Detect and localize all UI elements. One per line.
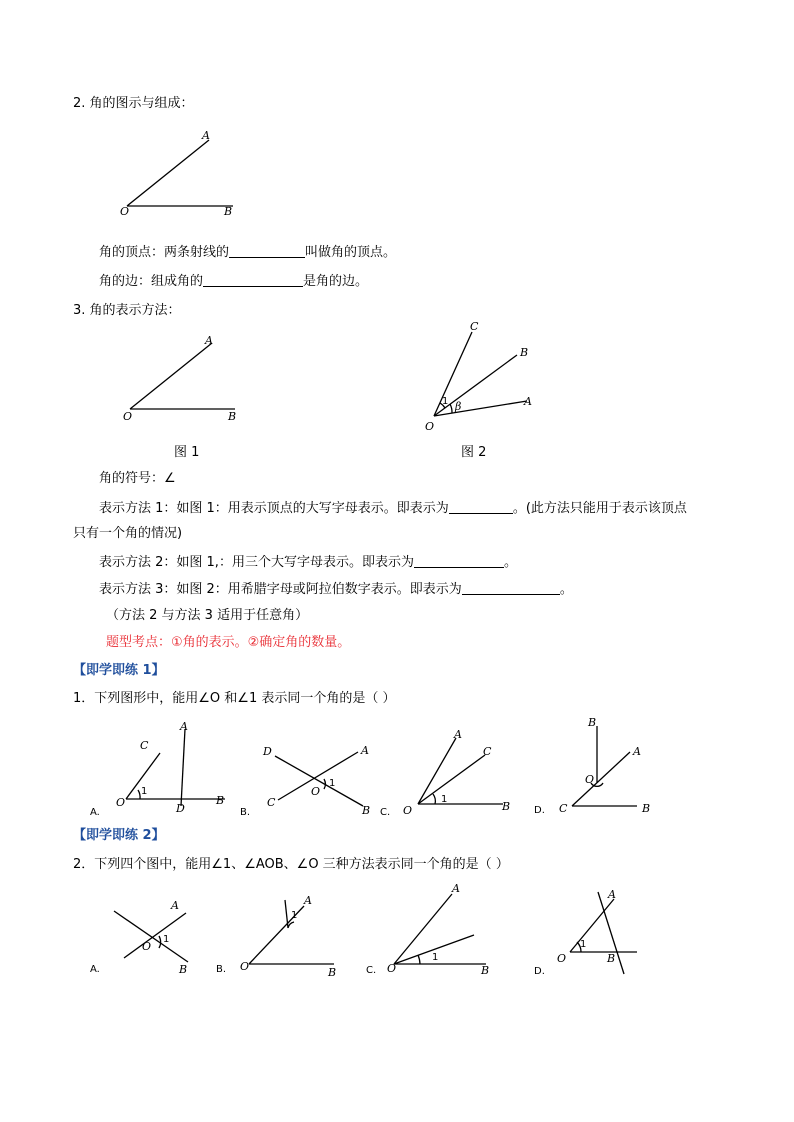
- svg-text:A: A: [361, 744, 369, 757]
- svg-text:1: 1: [580, 939, 587, 950]
- practice-2-option-c: C.: [366, 965, 377, 976]
- svg-text:A: A: [202, 129, 210, 142]
- practice-2-question: 2．下列四个图中，能用∠1、∠AOB、∠O 三种方法表示同一个角的是（ ）: [73, 857, 509, 872]
- svg-text:A: A: [180, 720, 188, 733]
- svg-text:A: A: [608, 888, 616, 901]
- svg-text:D: D: [263, 745, 272, 758]
- svg-text:B: B: [502, 800, 511, 813]
- svg-text:C: C: [483, 745, 492, 758]
- section2-heading: 2. 角的图示与组成：: [73, 96, 194, 111]
- practice-1-option-b: B.: [240, 807, 251, 818]
- methods-note: （方法 2 与方法 3 适用于任意角）: [106, 608, 309, 623]
- practice-1-option-a: A.: [90, 807, 100, 818]
- practice-1-option-d-figure: [532, 712, 662, 820]
- method-3-blank: [462, 580, 560, 595]
- svg-text:O: O: [123, 410, 133, 423]
- practice-1-option-d: D.: [534, 805, 545, 816]
- svg-text:B: B: [228, 410, 237, 423]
- svg-text:1: 1: [163, 934, 170, 945]
- practice-2-title: 【即学即练 2】: [73, 828, 165, 843]
- svg-text:C: C: [140, 739, 149, 752]
- svg-text:1: 1: [141, 786, 148, 797]
- practice-1-option-c-figure: [378, 724, 518, 820]
- method-2-blank: [414, 553, 504, 568]
- svg-text:B: B: [588, 716, 597, 729]
- svg-text:B: B: [328, 966, 337, 979]
- angle-aob-figure: [115, 125, 245, 220]
- svg-text:A: A: [452, 882, 460, 895]
- method-1-blank: [449, 499, 513, 514]
- svg-text:B: B: [179, 963, 188, 976]
- practice-1-option-a-figure: [88, 718, 238, 820]
- svg-text:A: A: [205, 334, 213, 347]
- key-points: 题型考点：①角的表示。②确定角的数量。: [106, 635, 351, 650]
- svg-text:O: O: [403, 804, 413, 817]
- figure-1-caption: 图 1: [174, 445, 200, 460]
- svg-text:C: C: [267, 796, 276, 809]
- svg-text:A: A: [454, 728, 462, 741]
- svg-text:C: C: [559, 802, 568, 815]
- svg-text:B: B: [481, 964, 490, 977]
- svg-text:O: O: [425, 420, 435, 433]
- practice-1-option-b-figure: [238, 736, 378, 820]
- svg-text:D: D: [176, 802, 185, 815]
- svg-text:B: B: [642, 802, 651, 815]
- svg-text:O: O: [557, 952, 567, 965]
- svg-text:A: A: [524, 395, 532, 408]
- practice-2-option-d: D.: [534, 966, 545, 977]
- svg-text:C: C: [470, 320, 479, 333]
- side-definition: 角的边：组成角的 是角的边。: [99, 274, 369, 289]
- angle-symbol-line: 角的符号：∠: [99, 471, 176, 486]
- figure-1: [115, 328, 255, 428]
- method-2: 表示方法 2：如图 1,：用三个大写字母表示。即表示为 。: [99, 555, 517, 570]
- svg-text:O: O: [387, 962, 397, 975]
- svg-text:B: B: [362, 804, 371, 817]
- practice-1-option-c: C.: [380, 807, 391, 818]
- svg-text:O: O: [311, 785, 321, 798]
- method-1-continued: 只有一个角的情况): [73, 526, 183, 541]
- practice-1-question: 1．下列图形中，能用∠O 和∠1 表示同一个角的是（ ）: [73, 691, 396, 706]
- svg-text:B: B: [607, 952, 616, 965]
- svg-text:B: B: [224, 205, 233, 218]
- svg-text:O: O: [585, 773, 595, 786]
- practice-2-option-b-figure: [214, 888, 354, 980]
- svg-text:A: A: [171, 899, 179, 912]
- method-1: 表示方法 1：如图 1：用表示顶点的大写字母表示。即表示为 。(此方法只能用于表示该顶点: [99, 501, 687, 516]
- section3-heading: 3. 角的表示方法：: [73, 303, 181, 318]
- practice-2-option-c-figure: [364, 880, 504, 980]
- svg-text:1: 1: [291, 910, 298, 921]
- practice-2-option-b: B.: [216, 964, 227, 975]
- svg-text:1: 1: [329, 778, 336, 789]
- practice-2-option-a-figure: [88, 892, 208, 980]
- svg-text:1: 1: [432, 952, 439, 963]
- practice-2-option-d-figure: [532, 884, 652, 980]
- svg-text:O: O: [142, 940, 152, 953]
- svg-text:B: B: [520, 346, 529, 359]
- figure-2-caption: 图 2: [461, 445, 487, 460]
- svg-text:O: O: [116, 796, 126, 809]
- svg-text:O: O: [120, 205, 130, 218]
- vertex-blank: [229, 243, 305, 258]
- svg-text:A: A: [304, 894, 312, 907]
- svg-text:1: 1: [442, 396, 449, 407]
- practice-2-option-a: A.: [90, 964, 100, 975]
- svg-text:β: β: [455, 400, 462, 413]
- practice-1-title: 【即学即练 1】: [73, 663, 165, 678]
- method-3: 表示方法 3：如图 2：用希腊字母或阿拉伯数字表示。即表示为 。: [99, 582, 573, 597]
- figure-2: [420, 318, 550, 436]
- svg-text:A: A: [633, 745, 641, 758]
- side-blank: [203, 272, 303, 287]
- svg-text:O: O: [240, 960, 250, 973]
- svg-text:1: 1: [441, 794, 448, 805]
- vertex-definition: 角的顶点：两条射线的 叫做角的顶点。: [99, 245, 397, 260]
- svg-text:B: B: [216, 794, 225, 807]
